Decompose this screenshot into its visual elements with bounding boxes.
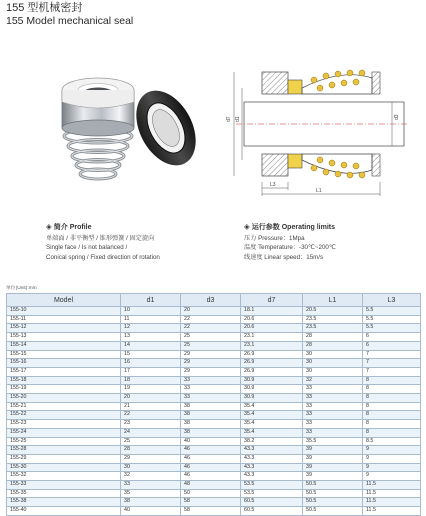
cell-d3: 50 bbox=[181, 489, 241, 498]
cell-d1: 23 bbox=[121, 420, 181, 429]
cell-model: 155-40 bbox=[7, 507, 121, 516]
table-row bbox=[7, 420, 421, 429]
cell-d3: 29 bbox=[181, 367, 241, 376]
cell-d3: 25 bbox=[181, 341, 241, 350]
table-row bbox=[7, 498, 421, 507]
cell-d3: 38 bbox=[181, 402, 241, 411]
cell-d7: 30.9 bbox=[241, 385, 303, 394]
cell-model: 155-38 bbox=[7, 498, 121, 507]
dim-d3: d3 bbox=[394, 114, 400, 120]
cell-l3: 8.5 bbox=[363, 437, 421, 446]
cell-d1: 10 bbox=[121, 307, 181, 316]
spec-table bbox=[6, 293, 421, 516]
cell-d7: 30.9 bbox=[241, 376, 303, 385]
cell-l1: 33 bbox=[303, 394, 363, 403]
cell-d1: 16 bbox=[121, 359, 181, 368]
cell-d3: 46 bbox=[181, 446, 241, 455]
cell-d7: 23.1 bbox=[241, 341, 303, 350]
cell-l1: 33 bbox=[303, 385, 363, 394]
table-row bbox=[7, 324, 421, 333]
cell-d3: 58 bbox=[181, 498, 241, 507]
cell-d3: 22 bbox=[181, 315, 241, 324]
cell-model: 155-29 bbox=[7, 454, 121, 463]
cell-l1: 33 bbox=[303, 420, 363, 429]
cell-l3: 7 bbox=[363, 359, 421, 368]
profile-line: 单端面 / 非平衡型 / 锥形弹簧 / 固定旋向 bbox=[46, 234, 155, 242]
cell-d3: 58 bbox=[181, 507, 241, 516]
cell-d1: 33 bbox=[121, 481, 181, 490]
cell-model: 155-23 bbox=[7, 420, 121, 429]
cell-l3: 11.5 bbox=[363, 481, 421, 490]
cell-d7: 26.9 bbox=[241, 350, 303, 359]
cell-l1: 50.5 bbox=[303, 481, 363, 490]
cell-d1: 19 bbox=[121, 385, 181, 394]
table-row bbox=[7, 394, 421, 403]
cell-l1: 30 bbox=[303, 359, 363, 368]
cell-model: 155-24 bbox=[7, 428, 121, 437]
cell-model: 155-10 bbox=[7, 307, 121, 316]
cell-model: 155-12 bbox=[7, 324, 121, 333]
cell-d7: 43.3 bbox=[241, 472, 303, 481]
cell-model: 155-22 bbox=[7, 411, 121, 420]
cell-l3: 8 bbox=[363, 402, 421, 411]
cell-l3: 5.5 bbox=[363, 315, 421, 324]
cell-d1: 13 bbox=[121, 333, 181, 342]
cell-d7: 43.3 bbox=[241, 463, 303, 472]
cell-d7: 53.5 bbox=[241, 481, 303, 490]
cell-d1: 18 bbox=[121, 376, 181, 385]
cell-model: 155-20 bbox=[7, 394, 121, 403]
cell-l3: 8 bbox=[363, 376, 421, 385]
cell-l1: 23.5 bbox=[303, 324, 363, 333]
cell-l1: 33 bbox=[303, 402, 363, 411]
table-row bbox=[7, 411, 421, 420]
cell-d7: 35.4 bbox=[241, 411, 303, 420]
cell-d3: 33 bbox=[181, 376, 241, 385]
cell-d3: 20 bbox=[181, 307, 241, 316]
dim-l3: L3 bbox=[270, 182, 276, 188]
cell-l3: 9 bbox=[363, 472, 421, 481]
cell-l1: 28 bbox=[303, 341, 363, 350]
cell-d7: 60.5 bbox=[241, 498, 303, 507]
cell-l1: 35.5 bbox=[303, 437, 363, 446]
cell-d7: 20.6 bbox=[241, 324, 303, 333]
cell-d7: 53.5 bbox=[241, 489, 303, 498]
cell-d7: 35.4 bbox=[241, 420, 303, 429]
table-row bbox=[7, 428, 421, 437]
cell-d7: 38.2 bbox=[241, 437, 303, 446]
limits-line: 压力 Pressure：1Mpa bbox=[244, 234, 305, 242]
cell-l3: 9 bbox=[363, 463, 421, 472]
col-header-d1: d1 bbox=[121, 294, 181, 307]
table-row bbox=[7, 307, 421, 316]
cell-d3: 46 bbox=[181, 472, 241, 481]
diamond-circle-icon: ◈ bbox=[46, 222, 52, 231]
table-row bbox=[7, 463, 421, 472]
cell-d1: 21 bbox=[121, 402, 181, 411]
cell-d7: 35.4 bbox=[241, 402, 303, 411]
cell-d3: 22 bbox=[181, 324, 241, 333]
cell-d7: 23.1 bbox=[241, 333, 303, 342]
cell-l1: 33 bbox=[303, 411, 363, 420]
col-header-l1: L1 bbox=[303, 294, 363, 307]
cell-d1: 20 bbox=[121, 394, 181, 403]
table-header-row bbox=[7, 294, 421, 307]
cell-model: 155-13 bbox=[7, 333, 121, 342]
cell-d1: 17 bbox=[121, 367, 181, 376]
cell-l3: 5.5 bbox=[363, 307, 421, 316]
cell-d3: 38 bbox=[181, 420, 241, 429]
cell-model: 155-15 bbox=[7, 350, 121, 359]
cell-d3: 38 bbox=[181, 411, 241, 420]
page-title bbox=[6, 2, 133, 28]
table-row bbox=[7, 489, 421, 498]
cell-d7: 60.5 bbox=[241, 507, 303, 516]
cell-d3: 25 bbox=[181, 333, 241, 342]
cross-section-drawing bbox=[222, 58, 412, 198]
diamond-circle-icon: ◈ bbox=[244, 222, 250, 231]
cell-l3: 6 bbox=[363, 333, 421, 342]
cell-l3: 5.5 bbox=[363, 324, 421, 333]
cell-d1: 25 bbox=[121, 437, 181, 446]
cell-model: 155-21 bbox=[7, 402, 121, 411]
cell-l1: 39 bbox=[303, 472, 363, 481]
cell-l3: 9 bbox=[363, 454, 421, 463]
cell-l1: 28 bbox=[303, 333, 363, 342]
cell-l3: 8 bbox=[363, 420, 421, 429]
cell-model: 155-17 bbox=[7, 367, 121, 376]
cell-model: 155-30 bbox=[7, 463, 121, 472]
dim-d7: d7 bbox=[226, 116, 232, 122]
table-row bbox=[7, 359, 421, 368]
cell-l1: 39 bbox=[303, 463, 363, 472]
cell-d1: 15 bbox=[121, 350, 181, 359]
cell-d7: 35.4 bbox=[241, 428, 303, 437]
cell-d7: 18.1 bbox=[241, 307, 303, 316]
cell-model: 155-32 bbox=[7, 472, 121, 481]
cell-d7: 43.3 bbox=[241, 446, 303, 455]
table-row bbox=[7, 472, 421, 481]
title-english: 155 Model mechanical seal bbox=[6, 15, 134, 27]
col-header-model: Model bbox=[7, 294, 121, 307]
table-row bbox=[7, 507, 421, 516]
cell-model: 155-19 bbox=[7, 385, 121, 394]
cell-l1: 23.5 bbox=[303, 315, 363, 324]
cell-l3: 11.5 bbox=[363, 489, 421, 498]
cell-l1: 32 bbox=[303, 376, 363, 385]
operating-limits-section bbox=[244, 222, 336, 262]
unit-note: 单位(Unit):mm bbox=[6, 286, 37, 291]
cell-l3: 9 bbox=[363, 446, 421, 455]
profile-heading-text: 简介 Profile bbox=[53, 224, 92, 231]
cell-model: 155-28 bbox=[7, 446, 121, 455]
col-header-d3: d3 bbox=[181, 294, 241, 307]
cell-d1: 38 bbox=[121, 498, 181, 507]
cell-d7: 26.9 bbox=[241, 359, 303, 368]
cell-d3: 29 bbox=[181, 359, 241, 368]
cell-l1: 50.5 bbox=[303, 507, 363, 516]
cell-l3: 8 bbox=[363, 394, 421, 403]
cell-d7: 20.6 bbox=[241, 315, 303, 324]
cell-d1: 35 bbox=[121, 489, 181, 498]
limits-line: 温度 Temperature：-30℃~200℃ bbox=[244, 244, 336, 251]
cell-l3: 7 bbox=[363, 350, 421, 359]
cell-l1: 30 bbox=[303, 350, 363, 359]
table-row bbox=[7, 385, 421, 394]
cell-d1: 29 bbox=[121, 454, 181, 463]
col-header-l3: L3 bbox=[363, 294, 421, 307]
limits-heading-text: 运行参数 Operating limits bbox=[251, 224, 336, 231]
profile-line: Single face / Is not balanced / bbox=[46, 244, 128, 251]
cell-l1: 39 bbox=[303, 446, 363, 455]
cell-d3: 38 bbox=[181, 428, 241, 437]
dim-d1: d1 bbox=[235, 116, 241, 122]
col-header-d7: d7 bbox=[241, 294, 303, 307]
cell-d7: 43.3 bbox=[241, 454, 303, 463]
cell-model: 155-33 bbox=[7, 481, 121, 490]
profile-heading bbox=[46, 222, 160, 233]
profile-line: Conical spring / Fixed direction of rotation bbox=[46, 253, 160, 261]
cell-l3: 11.5 bbox=[363, 498, 421, 507]
table-row bbox=[7, 350, 421, 359]
table-row bbox=[7, 341, 421, 350]
cell-l1: 50.5 bbox=[303, 498, 363, 507]
dim-l1: L1 bbox=[316, 188, 322, 194]
cell-d1: 30 bbox=[121, 463, 181, 472]
cell-d7: 30.9 bbox=[241, 394, 303, 403]
cell-l3: 8 bbox=[363, 428, 421, 437]
cell-l3: 11.5 bbox=[363, 507, 421, 516]
table-row bbox=[7, 333, 421, 342]
title-chinese: 155 型机械密封 bbox=[6, 2, 83, 14]
cell-model: 155-25 bbox=[7, 437, 121, 446]
cell-d3: 46 bbox=[181, 463, 241, 472]
table-row bbox=[7, 402, 421, 411]
cell-model: 155-35 bbox=[7, 489, 121, 498]
limits-heading bbox=[244, 222, 336, 233]
table-row bbox=[7, 367, 421, 376]
cell-model: 155-14 bbox=[7, 341, 121, 350]
cell-l1: 39 bbox=[303, 454, 363, 463]
cell-l3: 7 bbox=[363, 367, 421, 376]
cell-d7: 26.9 bbox=[241, 367, 303, 376]
cell-d1: 40 bbox=[121, 507, 181, 516]
cell-d3: 29 bbox=[181, 350, 241, 359]
limits-line: 线速度 Linear speed：15m/s bbox=[244, 253, 324, 261]
cell-d1: 11 bbox=[121, 315, 181, 324]
cell-l3: 6 bbox=[363, 341, 421, 350]
table-row bbox=[7, 376, 421, 385]
table-row bbox=[7, 315, 421, 324]
cell-d3: 33 bbox=[181, 394, 241, 403]
cell-d3: 33 bbox=[181, 385, 241, 394]
cell-l3: 8 bbox=[363, 385, 421, 394]
cell-d1: 24 bbox=[121, 428, 181, 437]
cell-d1: 12 bbox=[121, 324, 181, 333]
cell-d1: 32 bbox=[121, 472, 181, 481]
cell-l1: 50.5 bbox=[303, 489, 363, 498]
table-row bbox=[7, 446, 421, 455]
cell-l3: 8 bbox=[363, 411, 421, 420]
cell-l1: 20.5 bbox=[303, 307, 363, 316]
cell-l1: 33 bbox=[303, 428, 363, 437]
cell-l1: 30 bbox=[303, 367, 363, 376]
product-photo bbox=[38, 62, 198, 192]
cell-model: 155-16 bbox=[7, 359, 121, 368]
cell-model: 155-18 bbox=[7, 376, 121, 385]
table-row bbox=[7, 454, 421, 463]
cell-d1: 14 bbox=[121, 341, 181, 350]
cell-d3: 46 bbox=[181, 454, 241, 463]
cell-d1: 28 bbox=[121, 446, 181, 455]
cell-model: 155-11 bbox=[7, 315, 121, 324]
table-row bbox=[7, 437, 421, 446]
profile-section bbox=[46, 222, 160, 262]
cell-d3: 40 bbox=[181, 437, 241, 446]
cell-d3: 48 bbox=[181, 481, 241, 490]
cell-d1: 22 bbox=[121, 411, 181, 420]
